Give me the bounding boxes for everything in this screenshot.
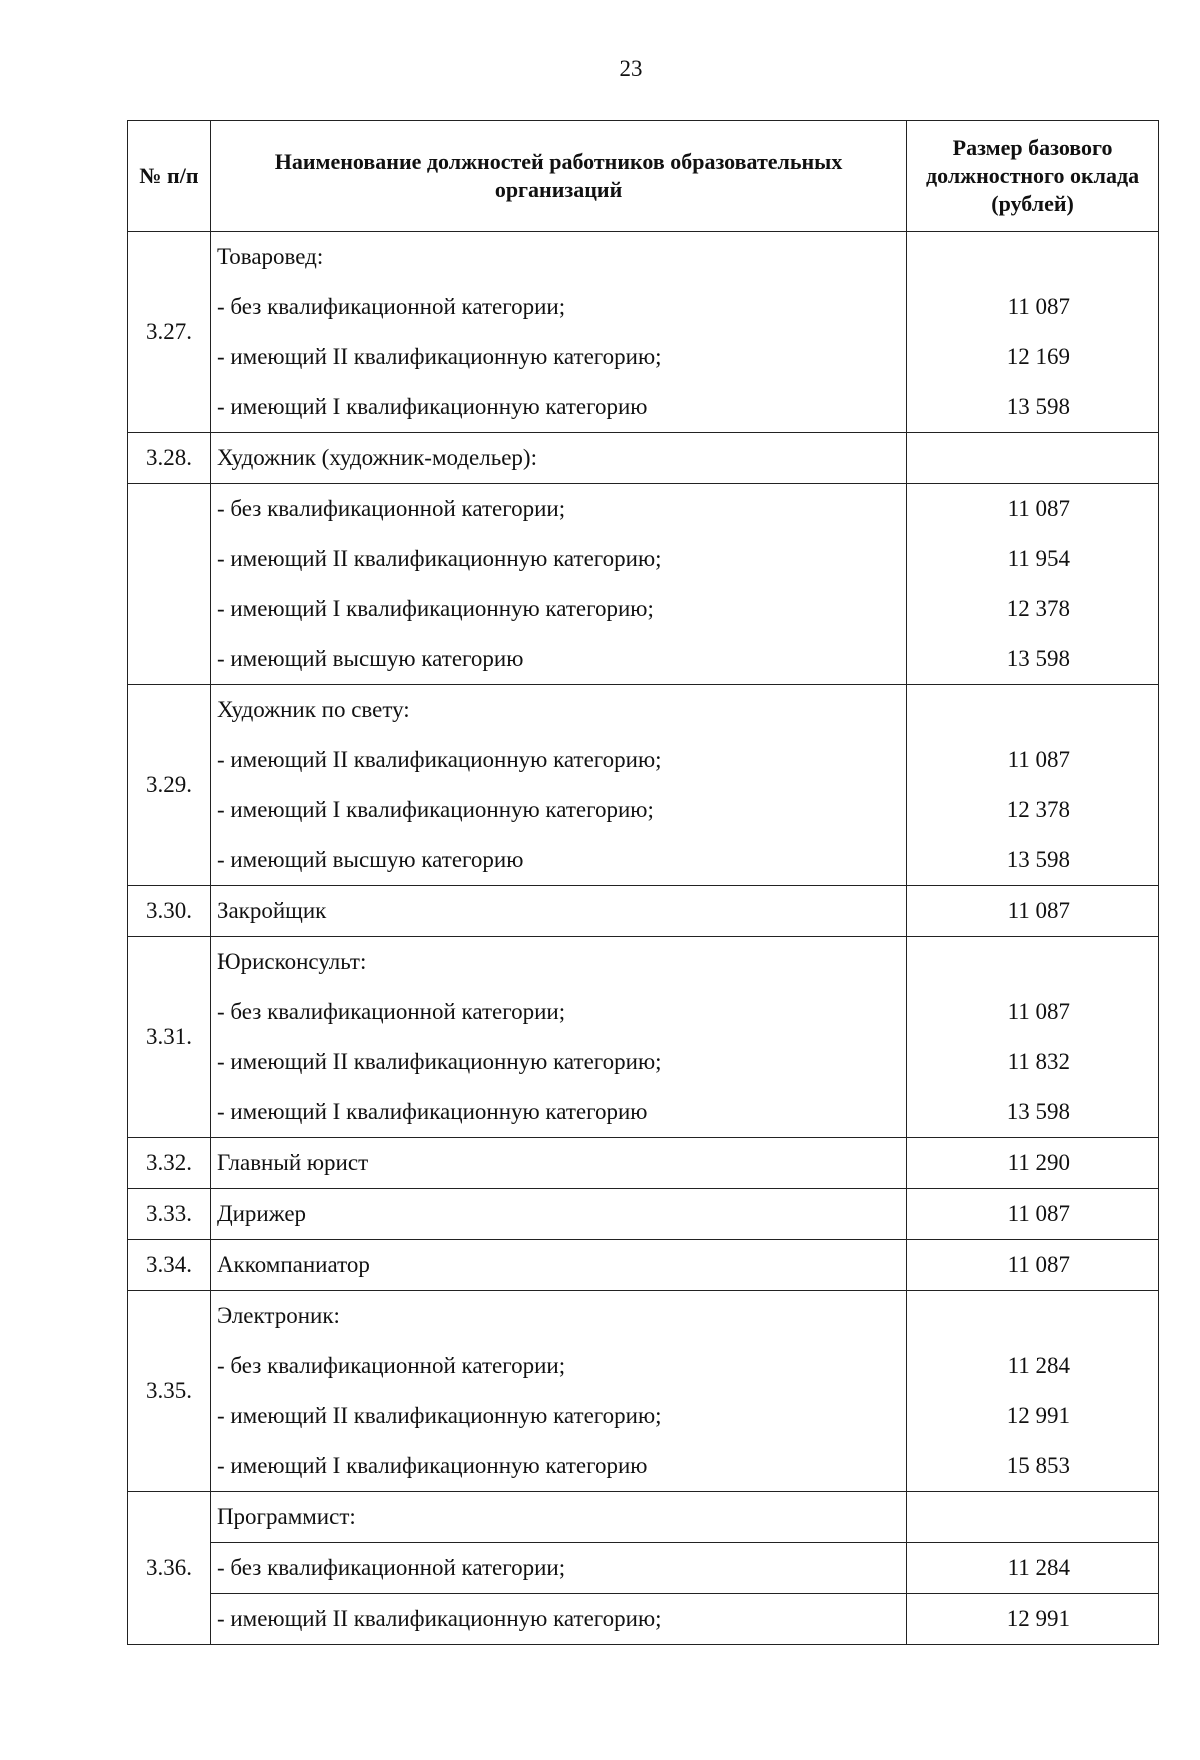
category-salary: 12 991 xyxy=(907,1391,1159,1441)
table-row xyxy=(128,1189,1159,1240)
table-row xyxy=(128,735,1159,785)
row-number-empty xyxy=(128,484,211,685)
row-number: 3.36. xyxy=(128,1492,211,1645)
category-salary: 11 954 xyxy=(907,534,1159,584)
position-salary: 11 087 xyxy=(907,1240,1159,1291)
position-salary xyxy=(907,937,1159,988)
table-row xyxy=(128,382,1159,433)
position-title: Юрисконсульт: xyxy=(210,937,906,988)
table-row xyxy=(128,1391,1159,1441)
position-salary xyxy=(907,1492,1159,1543)
position-title: Электроник: xyxy=(210,1291,906,1342)
position-title: Художник (художник-модельер): xyxy=(210,433,906,484)
category-salary: 11 087 xyxy=(907,484,1159,535)
table-row xyxy=(128,1341,1159,1391)
table-row xyxy=(128,232,1159,283)
category-salary: 11 284 xyxy=(907,1341,1159,1391)
table-row xyxy=(128,584,1159,634)
table-body xyxy=(128,232,1159,1645)
position-title: Аккомпаниатор xyxy=(210,1240,906,1291)
category-label: - имеющий высшую категорию xyxy=(210,835,906,886)
position-salary: 11 290 xyxy=(907,1138,1159,1189)
position-salary xyxy=(907,1291,1159,1342)
category-salary: 11 832 xyxy=(907,1037,1159,1087)
position-salary: 11 087 xyxy=(907,886,1159,937)
position-salary xyxy=(907,685,1159,736)
row-number: 3.35. xyxy=(128,1291,211,1492)
category-salary: 13 598 xyxy=(907,1087,1159,1138)
position-salary: 11 087 xyxy=(907,1189,1159,1240)
row-number: 3.29. xyxy=(128,685,211,886)
table-row xyxy=(128,987,1159,1037)
category-label: - без квалификационной категории; xyxy=(210,1543,906,1594)
category-salary: 12 378 xyxy=(907,785,1159,835)
table-row xyxy=(128,1492,1159,1543)
category-salary: 13 598 xyxy=(907,634,1159,685)
table-row xyxy=(128,1291,1159,1342)
header-position-name: Наименование должностей работников образовательных организаций xyxy=(210,121,906,232)
table-row xyxy=(128,534,1159,584)
row-number: 3.30. xyxy=(128,886,211,937)
category-salary: 11 087 xyxy=(907,987,1159,1037)
position-title: Программист: xyxy=(210,1492,906,1543)
position-title: Главный юрист xyxy=(210,1138,906,1189)
category-label: - имеющий II квалификационную категорию; xyxy=(210,1037,906,1087)
category-label: - имеющий I квалификационную категорию; xyxy=(210,785,906,835)
page-number: 23 xyxy=(619,56,643,81)
row-number: 3.33. xyxy=(128,1189,211,1240)
category-salary: 12 378 xyxy=(907,584,1159,634)
position-title: Художник по свету: xyxy=(210,685,906,736)
category-salary: 12 169 xyxy=(907,332,1159,382)
row-number: 3.32. xyxy=(128,1138,211,1189)
table-row xyxy=(128,1138,1159,1189)
category-label: - без квалификационной категории; xyxy=(210,282,906,332)
category-salary: 13 598 xyxy=(907,382,1159,433)
category-label: - имеющий I квалификационную категорию; xyxy=(210,584,906,634)
category-label: - имеющий II квалификационную категорию; xyxy=(210,1391,906,1441)
table-row xyxy=(128,1594,1159,1645)
position-title: Товаровед: xyxy=(210,232,906,283)
table-row xyxy=(128,937,1159,988)
position-title: Закройщик xyxy=(210,886,906,937)
header-number: № п/п xyxy=(128,121,211,232)
category-salary: 11 284 xyxy=(907,1543,1159,1594)
table-row xyxy=(128,1441,1159,1492)
position-title: Дирижер xyxy=(210,1189,906,1240)
position-salary xyxy=(907,433,1159,484)
table-row xyxy=(128,332,1159,382)
table-row xyxy=(128,1543,1159,1594)
table-row xyxy=(128,433,1159,484)
category-label: - без квалификационной категории; xyxy=(210,484,906,535)
category-salary: 11 087 xyxy=(907,735,1159,785)
category-label: - имеющий II квалификационную категорию; xyxy=(210,735,906,785)
table-row xyxy=(128,685,1159,736)
table-header-row xyxy=(128,121,1159,232)
row-number: 3.27. xyxy=(128,232,211,433)
table-row xyxy=(128,634,1159,685)
table-row xyxy=(128,886,1159,937)
category-label: - имеющий II квалификационную категорию; xyxy=(210,1594,906,1645)
table-row xyxy=(128,785,1159,835)
category-salary: 11 087 xyxy=(907,282,1159,332)
category-label: - имеющий II квалификационную категорию; xyxy=(210,332,906,382)
category-label: - без квалификационной категории; xyxy=(210,1341,906,1391)
category-label: - имеющий I квалификационную категорию xyxy=(210,1087,906,1138)
table-row xyxy=(128,484,1159,535)
table-row xyxy=(128,835,1159,886)
category-label: - имеющий II квалификационную категорию; xyxy=(210,534,906,584)
category-label: - имеющий I квалификационную категорию xyxy=(210,382,906,433)
table-row xyxy=(128,1087,1159,1138)
category-label: - без квалификационной категории; xyxy=(210,987,906,1037)
category-salary: 15 853 xyxy=(907,1441,1159,1492)
table-row xyxy=(128,1037,1159,1087)
category-label: - имеющий I квалификационную категорию xyxy=(210,1441,906,1492)
row-number: 3.28. xyxy=(128,433,211,484)
row-number: 3.31. xyxy=(128,937,211,1138)
salary-table xyxy=(127,120,1159,1645)
category-salary: 12 991 xyxy=(907,1594,1159,1645)
position-salary xyxy=(907,232,1159,283)
table-row xyxy=(128,282,1159,332)
category-label: - имеющий высшую категорию xyxy=(210,634,906,685)
row-number: 3.34. xyxy=(128,1240,211,1291)
header-base-salary: Размер базового должностного оклада (рублей) xyxy=(907,121,1159,232)
category-salary: 13 598 xyxy=(907,835,1159,886)
table-row xyxy=(128,1240,1159,1291)
